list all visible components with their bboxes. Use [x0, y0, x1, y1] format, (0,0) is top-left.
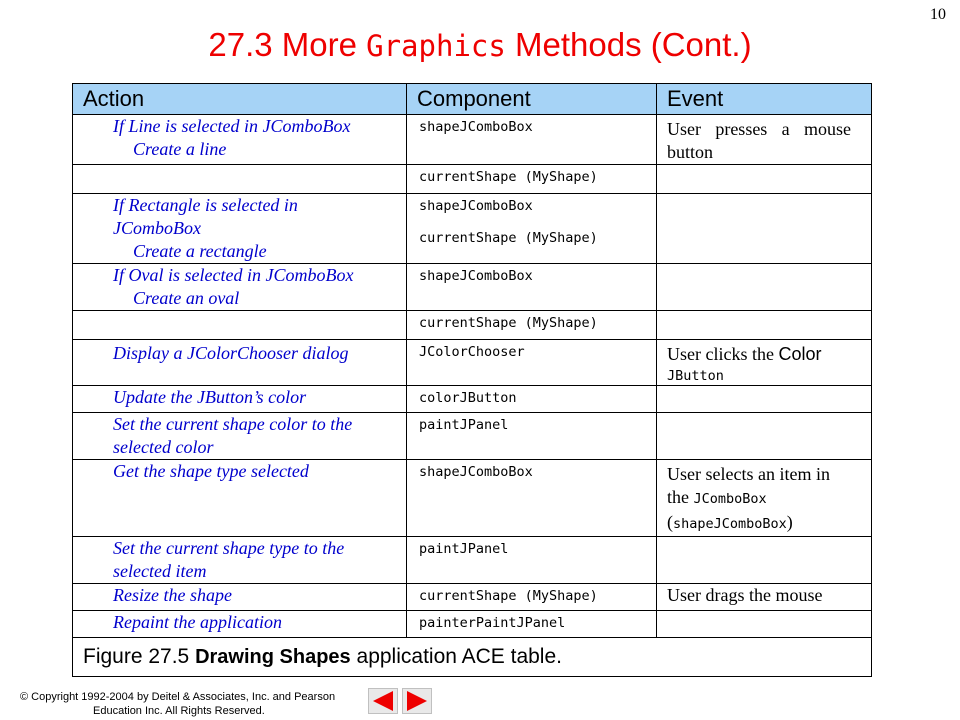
event-button-name: Color	[778, 344, 822, 364]
action-cell	[73, 264, 407, 311]
component-text: currentShape (MyShape)	[419, 588, 598, 604]
event-text: User drags the mouse	[667, 585, 823, 605]
action-line: Set the current shape color to the	[113, 414, 353, 434]
action-line: Create a line	[133, 139, 227, 159]
event-cell	[657, 165, 872, 194]
action-cell	[73, 413, 407, 460]
event-code: JComboBox	[693, 491, 767, 507]
action-line: Get the shape type selected	[113, 461, 309, 481]
table-row	[73, 264, 872, 311]
component-cell	[407, 194, 657, 264]
table-row	[73, 340, 872, 386]
header-component: Component	[407, 84, 657, 115]
action-line: Display a JColorChooser dialog	[113, 343, 349, 363]
action-cell	[73, 584, 407, 611]
action-line: selected color	[113, 437, 214, 457]
event-text: )	[786, 512, 793, 532]
slide-navigation	[368, 688, 432, 714]
action-line: Create a rectangle	[133, 241, 267, 261]
component-text: currentShape (MyShape)	[419, 169, 598, 185]
left-arrow-icon	[373, 691, 393, 711]
event-word: presses	[715, 119, 768, 139]
component-text: currentShape (MyShape)	[419, 315, 598, 331]
title-mono: Graphics	[366, 29, 506, 63]
event-justified-line	[667, 118, 851, 141]
event-cell	[657, 413, 872, 460]
action-cell	[73, 340, 407, 386]
table-row	[73, 194, 872, 264]
title-part2: Methods (Cont.)	[505, 26, 752, 63]
event-cell	[657, 584, 872, 611]
component-cell	[407, 386, 657, 413]
component-text: paintJPanel	[419, 541, 509, 557]
event-text: the	[667, 487, 694, 507]
event-text: (	[667, 512, 673, 532]
action-line: Set the current shape type to the	[113, 538, 345, 558]
action-line: selected item	[113, 561, 207, 581]
event-cell	[657, 194, 872, 264]
event-cell	[657, 537, 872, 584]
figure-caption	[73, 638, 872, 677]
component-text: painterPaintJPanel	[419, 615, 566, 631]
action-cell	[73, 386, 407, 413]
event-cell	[657, 611, 872, 638]
component-text: shapeJComboBox	[419, 268, 533, 284]
action-cell	[73, 194, 407, 264]
ace-table	[72, 83, 872, 677]
header-action: Action	[73, 84, 407, 115]
table-row	[73, 584, 872, 611]
caption-prefix: Figure 27.5	[83, 645, 196, 668]
event-text: button	[667, 142, 714, 162]
event-cell	[657, 460, 872, 537]
component-cell	[407, 165, 657, 194]
component-text: paintJPanel	[419, 417, 509, 433]
next-slide-button[interactable]	[402, 688, 432, 714]
caption-suffix: application ACE table.	[350, 645, 562, 668]
component-cell	[407, 537, 657, 584]
action-cell	[73, 311, 407, 340]
action-line: If Oval is selected in JComboBox	[113, 265, 354, 285]
component-cell	[407, 413, 657, 460]
event-text: User selects an item in	[667, 464, 830, 484]
event-word: a	[781, 119, 790, 139]
event-word: User	[667, 119, 701, 139]
previous-slide-button[interactable]	[368, 688, 398, 714]
header-row	[73, 84, 872, 115]
table-row	[73, 611, 872, 638]
action-line: Create an oval	[133, 288, 240, 308]
table-row	[73, 537, 872, 584]
action-cell	[73, 115, 407, 165]
action-cell	[73, 537, 407, 584]
component-text: shapeJComboBox	[419, 119, 533, 135]
event-cell	[657, 311, 872, 340]
table-row	[73, 386, 872, 413]
caption-row	[73, 638, 872, 677]
table-row	[73, 413, 872, 460]
copyright-line: Education Inc. All Rights Reserved.	[93, 705, 265, 717]
action-line: Resize the shape	[113, 585, 232, 605]
component-cell	[407, 611, 657, 638]
caption-bold: Drawing Shapes	[195, 646, 351, 668]
action-line: If Rectangle is selected in	[113, 195, 298, 215]
action-line: If Line is selected in JComboBox	[113, 116, 351, 136]
table-row	[73, 311, 872, 340]
right-arrow-icon	[407, 691, 427, 711]
event-cell	[657, 386, 872, 413]
table-row	[73, 115, 872, 165]
component-cell	[407, 264, 657, 311]
header-event: Event	[657, 84, 872, 115]
copyright-line: © Copyright 1992-2004 by Deitel & Associates, Inc. and Pearson	[20, 691, 336, 703]
action-line: Repaint the application	[113, 612, 282, 632]
component-text: currentShape (MyShape)	[419, 230, 598, 246]
title-part1: 27.3 More	[208, 26, 367, 63]
event-text: User clicks the	[667, 344, 779, 364]
component-text: shapeJComboBox	[419, 464, 533, 480]
action-line: JComboBox	[113, 218, 201, 238]
component-cell	[407, 584, 657, 611]
event-code: JButton	[667, 368, 724, 384]
page-number: 10	[930, 6, 946, 23]
slide-title	[0, 26, 960, 64]
event-cell	[657, 115, 872, 165]
table-row	[73, 460, 872, 537]
component-cell	[407, 311, 657, 340]
component-text: shapeJComboBox	[419, 198, 533, 214]
action-line: Update the JButton’s color	[113, 387, 307, 407]
component-cell	[407, 340, 657, 386]
event-word: mouse	[803, 119, 851, 139]
action-cell	[73, 611, 407, 638]
action-cell	[73, 165, 407, 194]
event-cell	[657, 340, 872, 386]
component-cell	[407, 460, 657, 537]
component-text: colorJButton	[419, 390, 517, 406]
action-cell	[73, 460, 407, 537]
component-cell	[407, 115, 657, 165]
table-row	[73, 165, 872, 194]
component-text: JColorChooser	[419, 344, 525, 360]
event-code: shapeJComboBox	[673, 516, 787, 532]
event-cell	[657, 264, 872, 311]
copyright-notice	[20, 690, 335, 718]
